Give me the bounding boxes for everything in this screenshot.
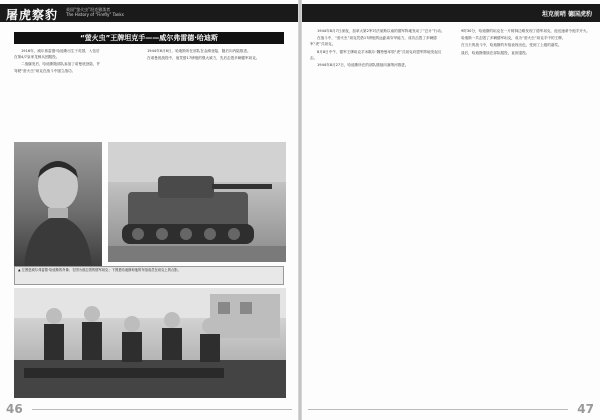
paragraph: 战后，哈迪斯继续在部队服役，直到退役。 — [461, 50, 530, 55]
masthead-title: 屠虎察豹 — [6, 8, 59, 22]
text-column-4 — [454, 28, 592, 390]
paragraph: 1944年8月27日，哈迪斯所在的部队继续向塞纳河推进。 — [317, 63, 409, 68]
right-page — [302, 0, 600, 420]
page-header — [302, 4, 600, 22]
paragraph: 1916年，威尔弗雷德·哈迪斯出生于英国，入伍后在第4/7皇家龙骑兵团服役。 — [14, 49, 100, 60]
crew-illustration — [14, 288, 286, 398]
paragraph: 在诺曼底战役中，他凭借17磅炮的强大威力，先后击毁多辆德军坦克。 — [147, 56, 260, 61]
footer-rule — [308, 409, 568, 410]
section-tag: 坦克前哨 德国虎豹 — [541, 11, 592, 18]
photo-caption: ▲ 左图是威尔弗雷德·哈迪斯的肖像；右图为被击毁的德军坦克；下图是哈迪斯和他的车组成员在坦克上的合影。 — [14, 266, 284, 285]
paragraph: 1944年8月7日深夜，加拿大第2军对法莱斯以南的德军阵地发动了“总计”行动。 — [317, 29, 445, 33]
text-column-1 — [14, 48, 102, 144]
paragraph: 哈迪斯一共击毁了多辆德军坦克，成为“萤火虫”坦克手中的王牌。 — [461, 36, 566, 41]
portrait-photo — [14, 142, 102, 266]
text-column-2 — [140, 48, 286, 92]
portrait-illustration — [14, 142, 102, 266]
page-number-right: 47 — [577, 402, 594, 416]
paragraph: 9时30分，哈迪斯的坦克在一片树林边缘发现了德军坦克，他迅速命令炮手开火。 — [461, 29, 591, 33]
crew-photo — [14, 288, 286, 398]
masthead-subtitle-cn: 英国“萤火虫”坦克猎杀者 — [66, 7, 111, 12]
paragraph: 在战斗中，“萤火虫”坦克凭借17磅炮的远距离穿甲能力，成功击毁了多辆德军“虎”式坦克。 — [310, 36, 437, 47]
left-page — [0, 0, 298, 420]
page-number-left: 46 — [6, 402, 23, 416]
masthead-subtitle-en: The History of “Firefly” Tanks — [66, 12, 124, 17]
tank-photo — [108, 142, 286, 262]
paragraph: 8月8日中午，德军王牌坦克手米歇尔·魏特曼率领“虎”式坦克向盟军阵地发起反击。 — [310, 49, 442, 60]
paragraph: 二战爆发后，哈迪斯随部队参加了诺曼底登陆，并驾驶“萤火虫”坦克在战斗中屡立战功。 — [14, 62, 101, 73]
article-banner: “萤火虫”王牌坦克手——威尔弗雷德·哈迪斯 — [14, 32, 284, 44]
text-column-3 — [310, 28, 446, 390]
paragraph: 在当天的战斗中，哈迪斯的车组表现出色，受到了上级的嘉奖。 — [461, 43, 562, 48]
tank-illustration — [108, 142, 286, 262]
paragraph: 1944年6月6日，哈迪斯所在部队在金滩登陆，随后向内陆推进。 — [147, 49, 251, 53]
footer-rule — [32, 409, 292, 410]
masthead-subtitle — [66, 7, 124, 17]
page-header — [0, 4, 298, 22]
